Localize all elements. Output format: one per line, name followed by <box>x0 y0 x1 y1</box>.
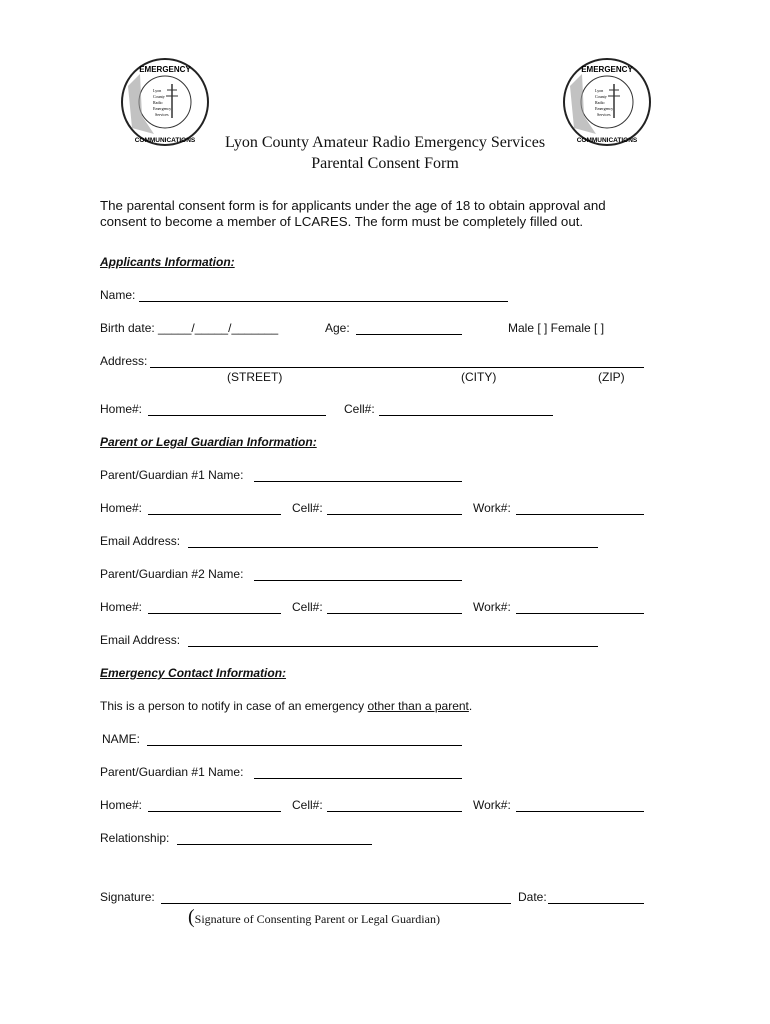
form-subtitle: Parental Consent Form <box>311 155 459 172</box>
guardian2-work-field[interactable] <box>516 613 644 614</box>
guardian2-name-field[interactable] <box>254 580 462 581</box>
guardian2-cell-field[interactable] <box>327 613 462 614</box>
applicant-heading: Applicants Information: <box>100 255 235 269</box>
guardian2-email-field[interactable] <box>188 646 598 647</box>
guardian1-name-field[interactable] <box>254 481 462 482</box>
svg-text:County: County <box>595 94 607 99</box>
address-label: Address: <box>100 354 148 368</box>
name-label: Name: <box>100 288 136 302</box>
name-field[interactable] <box>139 301 508 302</box>
emergency-home-field[interactable] <box>148 811 281 812</box>
emergency-guardian-name-label: Parent/Guardian #1 Name: <box>100 765 244 779</box>
svg-text:Services: Services <box>597 112 611 117</box>
guardian1-name-label: Parent/Guardian #1 Name: <box>100 468 244 482</box>
applicant-cell-field[interactable] <box>379 415 553 416</box>
emergency-cell-field[interactable] <box>327 811 462 812</box>
age-field[interactable] <box>356 334 462 335</box>
emergency-note-prefix: This is a person to notify in case of an emergency <box>100 699 368 713</box>
svg-text:Radio: Radio <box>153 100 163 105</box>
svg-text:EMERGENCY: EMERGENCY <box>139 65 191 74</box>
signature-caption <box>188 906 440 929</box>
signature-label: Signature: <box>100 890 155 904</box>
emergency-note-suffix: . <box>468 699 473 713</box>
svg-text:Lyon: Lyon <box>595 88 604 93</box>
guardian1-email-label: Email Address: <box>100 534 181 548</box>
guardian1-cell-label: Cell#: <box>292 501 323 515</box>
emergency-home-label: Home#: <box>100 798 143 812</box>
address-field[interactable] <box>150 367 644 368</box>
age-label: Age: <box>325 321 350 335</box>
svg-text:Emergency: Emergency <box>153 106 172 111</box>
street-caption: (STREET) <box>227 370 283 384</box>
guardian2-name-label: Parent/Guardian #2 Name: <box>100 567 244 581</box>
signature-caption-text: Signature of Consenting Parent or Legal Guardian) <box>194 912 440 926</box>
applicant-home-label: Home#: <box>100 402 143 416</box>
intro-line-1: The parental consent form is for applicants under the age of 18 to obtain approval and <box>100 198 606 213</box>
applicant-cell-label: Cell#: <box>344 402 375 416</box>
zip-caption: (ZIP) <box>598 370 625 384</box>
guardian2-work-label: Work#: <box>473 600 511 614</box>
guardian2-cell-label: Cell#: <box>292 600 323 614</box>
svg-text:COMMUNICATIONS: COMMUNICATIONS <box>576 137 638 144</box>
svg-text:Emergency: Emergency <box>595 106 614 111</box>
guardian1-home-field[interactable] <box>148 514 281 515</box>
city-caption: (CITY) <box>461 370 497 384</box>
guardian2-home-field[interactable] <box>148 613 281 614</box>
relationship-field[interactable] <box>177 844 372 845</box>
emergency-note <box>100 699 472 713</box>
guardian1-work-field[interactable] <box>516 514 644 515</box>
date-field[interactable] <box>548 903 644 904</box>
relationship-label: Relationship: <box>100 831 170 845</box>
svg-text:COMMUNICATIONS: COMMUNICATIONS <box>134 137 196 144</box>
birth-date-field[interactable]: Birth date: _____/_____/_______ <box>100 321 279 335</box>
emergency-guardian-name-field[interactable] <box>254 778 462 779</box>
guardian1-home-label: Home#: <box>100 501 143 515</box>
form-title: Lyon County Amateur Radio Emergency Services <box>224 134 546 151</box>
guardian1-cell-field[interactable] <box>327 514 462 515</box>
guardian1-email-field[interactable] <box>188 547 598 548</box>
emergency-work-field[interactable] <box>516 811 644 812</box>
svg-text:EMERGENCY: EMERGENCY <box>581 65 633 74</box>
svg-text:Services: Services <box>155 112 169 117</box>
emergency-work-label: Work#: <box>473 798 511 812</box>
guardian1-work-label: Work#: <box>473 501 511 515</box>
guardian-heading: Parent or Legal Guardian Information: <box>100 435 317 449</box>
guardian2-email-label: Email Address: <box>100 633 181 647</box>
svg-text:Radio: Radio <box>595 100 605 105</box>
date-label: Date: <box>518 890 547 904</box>
emergency-heading: Emergency Contact Information: <box>100 666 287 680</box>
applicant-home-field[interactable] <box>148 415 326 416</box>
gender-checkboxes[interactable]: Male [ ] Female [ ] <box>508 321 605 335</box>
svg-text:County: County <box>153 94 165 99</box>
emergency-name-field[interactable] <box>147 745 462 746</box>
signature-caption-paren: ( <box>188 906 195 928</box>
emergency-note-underlined: other than a parent <box>367 699 469 713</box>
intro-line-2: consent to become a member of LCARES. The form must be completely filled out. <box>100 214 584 229</box>
emergency-cell-label: Cell#: <box>292 798 323 812</box>
guardian2-home-label: Home#: <box>100 600 143 614</box>
signature-field[interactable] <box>161 903 511 904</box>
emergency-name-label: NAME: <box>102 732 141 746</box>
svg-text:Lyon: Lyon <box>153 88 162 93</box>
